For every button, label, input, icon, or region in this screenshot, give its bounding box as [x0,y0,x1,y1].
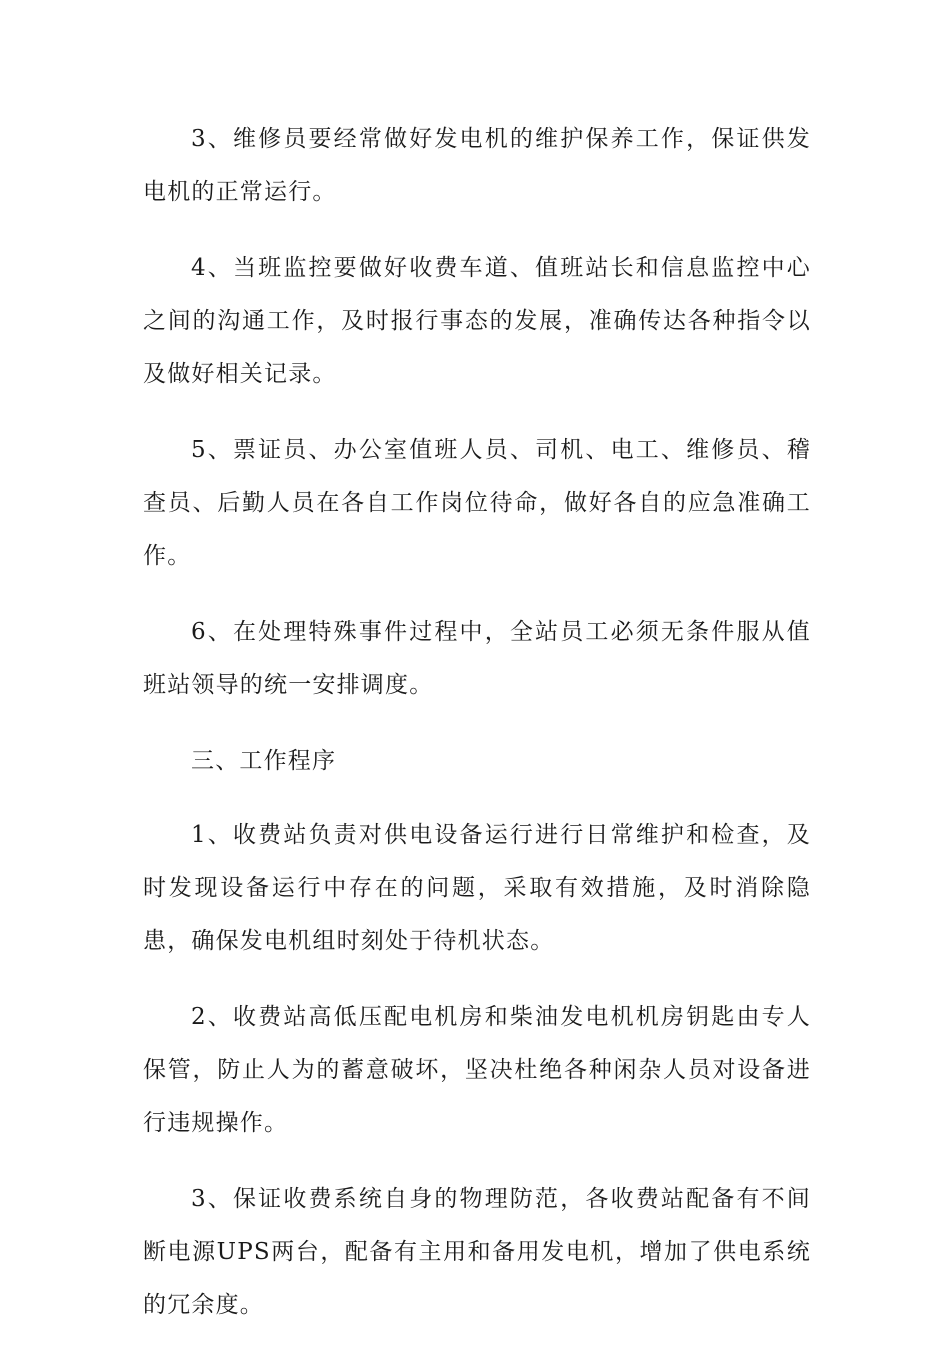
paragraph-3-ups-redundancy: 3、保证收费系统自身的物理防范，各收费站配备有不间断电源UPS两台，配备有主用和备用发电机，增加了供电系统的冗余度。 [143,1186,811,1318]
paragraph-6-obey-leadership: 6、在处理特殊事件过程中，全站员工必须无条件服从值班站领导的统一安排调度。 [143,619,811,698]
paragraph-4-monitoring-communication: 4、当班监控要做好收费车道、值班站长和信息监控中心之间的沟通工作，及时报行事态的发展，准确传达各种指令以及做好相关记录。 [143,255,811,387]
paragraph-1-daily-inspection: 1、收费站负责对供电设备运行进行日常维护和检查，及时发现设备运行中存在的问题，采取有效措施，及时消除隐患，确保发电机组时刻处于待机状态。 [143,822,811,954]
section-heading-work-procedure: 三、工作程序 [191,748,337,774]
paragraph-2-key-custody: 2、收费站高低压配电机房和柴油发电机机房钥匙由专人保管，防止人为的蓄意破坏，坚决杜绝各种闲杂人员对设备进行违规操作。 [143,1004,811,1136]
paragraph-3-generator-maintenance: 3、维修员要经常做好发电机的维护保养工作，保证供发电机的正常运行。 [143,126,811,205]
document-page [143,113,811,1355]
paragraph-5-staff-standby: 5、票证员、办公室值班人员、司机、电工、维修员、稽查员、后勤人员在各自工作岗位待命，做好各自的应急准确工作。 [143,437,811,569]
